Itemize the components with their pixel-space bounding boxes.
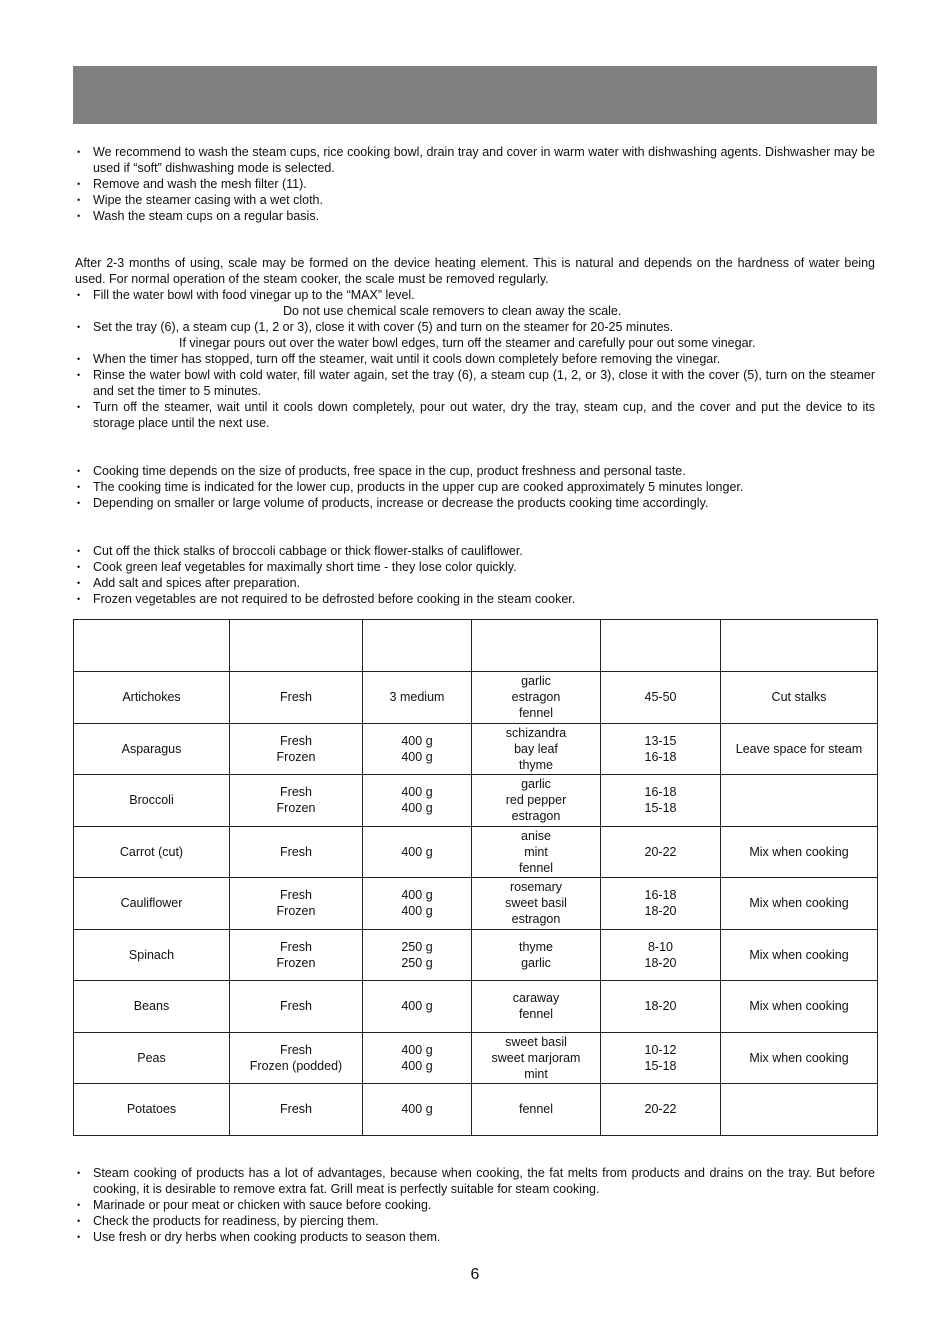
care-list: [75, 144, 875, 224]
table-cell: fennel: [472, 1084, 601, 1136]
table-row: [74, 723, 878, 775]
table-cell: Mix when cooking: [721, 826, 878, 878]
list-item: • Check the products for readiness, by piercing them.: [75, 1213, 875, 1229]
list-item: • Cooking time depends on the size of products, free space in the cup, product freshness and personal taste.: [75, 463, 875, 479]
table-cell: Carrot (cut): [74, 826, 230, 878]
table-cell: sweet basil sweet marjoram mint: [472, 1032, 601, 1084]
list-item: • Cut off the thick stalks of broccoli cabbage or thick flower-stalks of cauliflower.: [75, 543, 875, 559]
table-row: [74, 826, 878, 878]
table-cell: 8-10 18-20: [601, 929, 721, 981]
column-header: [721, 620, 878, 672]
table-cell: 16-18 18-20: [601, 878, 721, 930]
list-item: • Depending on smaller or large volume of products, increase or decrease the products cooking time accordingly.: [75, 495, 875, 511]
table-row: [74, 981, 878, 1033]
table-cell: Fresh Frozen: [230, 878, 363, 930]
table-cell: Mix when cooking: [721, 981, 878, 1033]
list-item: • Wash the steam cups on a regular basis.: [75, 208, 875, 224]
list-item: • Add salt and spices after preparation.: [75, 575, 875, 591]
table-cell: caraway fennel: [472, 981, 601, 1033]
table-cell: Beans: [74, 981, 230, 1033]
list-item: • Rinse the water bowl with cold water, fill water again, set the tray (6), a steam cup (1, 2, or 3), close it with the cover (5), turn on the steamer and set the timer to 5 minutes.: [75, 367, 875, 399]
table-header-row: [74, 620, 878, 672]
column-header: [74, 620, 230, 672]
meat-tips-section: [75, 1165, 875, 1245]
column-header: [230, 620, 363, 672]
table-cell: Fresh Frozen (podded): [230, 1032, 363, 1084]
table-cell: Fresh: [230, 672, 363, 724]
cooking-tips-section: [75, 463, 875, 511]
step-text: Fill the water bowl with food vinegar up to the “MAX” level.: [93, 288, 415, 302]
table-cell: Mix when cooking: [721, 929, 878, 981]
list-item: • Wipe the steamer casing with a wet cloth.: [75, 192, 875, 208]
table-cell: 400 g: [363, 1084, 472, 1136]
table-cell: [721, 775, 878, 827]
table-row: [74, 775, 878, 827]
table-cell: 400 g 400 g: [363, 775, 472, 827]
table-row: [74, 1032, 878, 1084]
table-row: [74, 1084, 878, 1136]
table-cell: Broccoli: [74, 775, 230, 827]
table-cell: anise mint fennel: [472, 826, 601, 878]
table-cell: Spinach: [74, 929, 230, 981]
table-cell: 16-18 15-18: [601, 775, 721, 827]
vegetable-tips-list: [75, 543, 875, 607]
table-cell: Artichokes: [74, 672, 230, 724]
list-item: • Steam cooking of products has a lot of advantages, because when cooking, the fat melts from products and drains on the tray. But before cooking, it is desirable to remove extra fat. Grill meat is perfectly suitable for steam cooking.: [75, 1165, 875, 1197]
table-cell: garlic estragon fennel: [472, 672, 601, 724]
table-cell: 400 g 400 g: [363, 1032, 472, 1084]
table-cell: Fresh Frozen: [230, 775, 363, 827]
list-item: • Remove and wash the mesh filter (11).: [75, 176, 875, 192]
table-row: [74, 672, 878, 724]
table-cell: Fresh: [230, 826, 363, 878]
table-row: [74, 878, 878, 930]
table-row: [74, 929, 878, 981]
table-cell: Potatoes: [74, 1084, 230, 1136]
note-text: Do not use chemical scale removers to clean away the scale.: [283, 304, 622, 318]
list-item: • Frozen vegetables are not required to be defrosted before cooking in the steam cooker.: [75, 591, 875, 607]
table-cell: Peas: [74, 1032, 230, 1084]
table-cell: 3 medium: [363, 672, 472, 724]
list-item: • We recommend to wash the steam cups, rice cooking bowl, drain tray and cover in warm water with dishwashing agents. Dishwasher may be used if “soft” dishwashing mode is selected.: [75, 144, 875, 176]
table-cell: rosemary sweet basil estragon: [472, 878, 601, 930]
table-cell: thyme garlic: [472, 929, 601, 981]
table-cell: Fresh: [230, 1084, 363, 1136]
table-cell: 13-15 16-18: [601, 723, 721, 775]
list-item: • Turn off the steamer, wait until it cools down completely, pour out water, dry the tray, steam cup, and the cover and put the device to its storage place until the next use.: [75, 399, 875, 431]
descaling-section: [75, 255, 875, 431]
cooking-tips-list: [75, 463, 875, 511]
table-cell: 10-12 15-18: [601, 1032, 721, 1084]
table-cell: 400 g: [363, 981, 472, 1033]
table-cell: [721, 1084, 878, 1136]
table-cell: 45-50: [601, 672, 721, 724]
table-cell: Mix when cooking: [721, 1032, 878, 1084]
list-item: [75, 319, 875, 351]
descaling-intro: After 2-3 months of using, scale may be formed on the device heating element. This is natural and depends on the hardness of water being used. For normal operation of the steam cooker, the scale must be removed regularly.: [75, 256, 875, 286]
table-cell: 400 g: [363, 826, 472, 878]
table-cell: Leave space for steam: [721, 723, 878, 775]
descaling-list: [75, 287, 875, 431]
table-cell: Asparagus: [74, 723, 230, 775]
table-cell: Fresh: [230, 981, 363, 1033]
list-item: • When the timer has stopped, turn off the steamer, wait until it cools down completely before removing the vinegar.: [75, 351, 875, 367]
table-cell: garlic red pepper estragon: [472, 775, 601, 827]
vegetable-tips-section: [75, 543, 875, 607]
table-cell: Cut stalks: [721, 672, 878, 724]
page-number: 6: [470, 1266, 480, 1283]
table-cell: Cauliflower: [74, 878, 230, 930]
table-cell: 400 g 400 g: [363, 723, 472, 775]
care-section: [75, 144, 875, 224]
list-item: [75, 287, 875, 319]
column-header: [363, 620, 472, 672]
column-header: [601, 620, 721, 672]
table-cell: 20-22: [601, 1084, 721, 1136]
vegetable-cooking-table: [73, 619, 878, 1136]
list-item: • The cooking time is indicated for the lower cup, products in the upper cup are cooked approximately 5 minutes longer.: [75, 479, 875, 495]
note-text: If vinegar pours out over the water bowl edges, turn off the steamer and carefully pour out some vinegar.: [179, 336, 756, 350]
list-item: • Cook green leaf vegetables for maximally short time - they lose color quickly.: [75, 559, 875, 575]
table-cell: 400 g 400 g: [363, 878, 472, 930]
table-cell: Mix when cooking: [721, 878, 878, 930]
header-bar: [73, 66, 877, 124]
column-header: [472, 620, 601, 672]
list-item: • Use fresh or dry herbs when cooking products to season them.: [75, 1229, 875, 1245]
table-cell: Fresh Frozen: [230, 929, 363, 981]
table-cell: 18-20: [601, 981, 721, 1033]
meat-tips-list: [75, 1165, 875, 1245]
table-cell: 20-22: [601, 826, 721, 878]
list-item: • Marinade or pour meat or chicken with sauce before cooking.: [75, 1197, 875, 1213]
step-text: Set the tray (6), a steam cup (1, 2 or 3), close it with cover (5) and turn on the steamer for 20-25 minutes.: [93, 320, 674, 334]
table-cell: 250 g 250 g: [363, 929, 472, 981]
table-cell: Fresh Frozen: [230, 723, 363, 775]
table-cell: schizandra bay leaf thyme: [472, 723, 601, 775]
